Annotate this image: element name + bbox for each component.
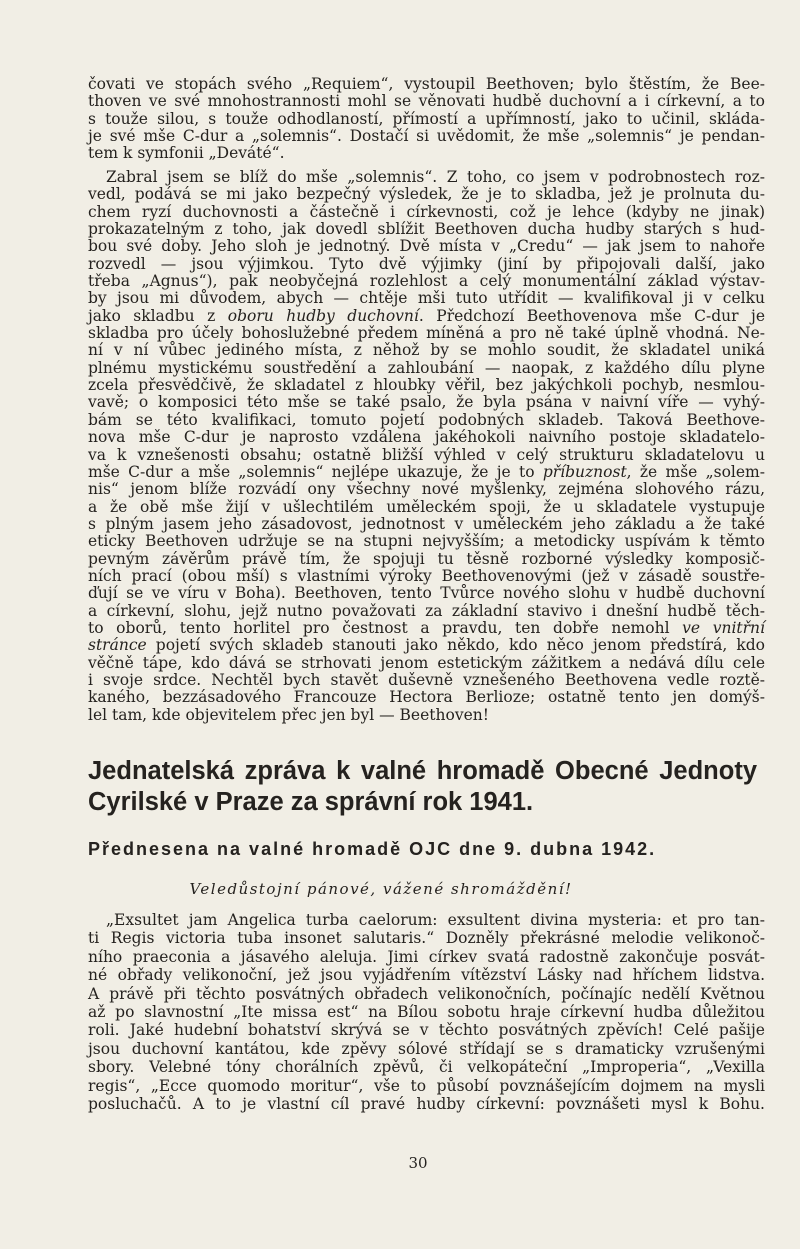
salutation: Veledůstojní pánové, vážené shromáždění!: [189, 880, 573, 898]
text-line: roli. Jaké hudební bohatství skrývá se v těchto posvátných zpěvích! Celé pašije: [88, 1021, 765, 1040]
text-line: [88, 637, 765, 654]
text-line: ní v ní vůbec jediného místa, z něhož by se mohlo soudit, že skladatel uniká: [88, 341, 765, 360]
text-line: až po slavnostní „Ite missa est“ na Bílou sobotu hraje církevní hudba důležitou: [88, 1003, 765, 1022]
report-title-line: Jednatelská zpráva k valné hromadě Obecné Jednoty: [88, 757, 757, 785]
text-line: a církevní, slohu, jejž nutno považovati za základní stavivo i dnešní hudbě těch-: [88, 601, 765, 620]
text-line: věčně tápe, kdo dává se strhovati jenom estetickým zážitkem a nedává dílu cele: [88, 653, 765, 672]
text-line: A právě při těchto posvátných obřadech velikonočních, počínajíc nedělí Květnou: [88, 984, 765, 1003]
text-line: vavě; o komposici této mše se také psalo, že byla psána v naivní víře — vyhý-: [88, 393, 765, 412]
text-line: né obřady velikonoční, jež jsou vyjádřením vítězství Lásky nad hříchem lidstva.: [88, 966, 765, 985]
text-line: čovati ve stopách svého „Requiem“, vystoupil Beethoven; bylo štěstím, že Bee-: [88, 75, 765, 93]
text-line: ních prací (obou mší) s vlastními výroky Beethovenovými (jež v zásadě soustře-: [88, 566, 765, 585]
text-line: sbory. Velebné tóny chorálních zpěvů, či velkopáteční „Improperia“, „Vexilla: [88, 1058, 765, 1077]
text-line: thoven ve své mnohostrannosti mohl se věnovati hudbě duchovní a i církevní, a to: [88, 92, 765, 111]
text-line: i svoje srdce. Nechtěl bych stavět duševně vznešeného Beethovena vedle roztě-: [88, 670, 765, 689]
text-line: prokazatelným z toho, jak dovedl sblížit Beethoven ducha hudby starých s hud-: [88, 220, 765, 239]
text-line: skladba pro účely bohoslužebné předem míněná a pro ně také úplně vhodná. Ne-: [88, 324, 765, 343]
page-number: 30: [408, 1154, 428, 1172]
text-line: eticky Beethoven udržuje se na stupni nejvyšším; a metodicky uspívám k těmto: [88, 532, 765, 551]
text-line: chem ryzí duchovnosti a částečně i církevnosti, což je lehce (kdyby ne jinak): [88, 202, 765, 221]
text-line: [88, 620, 765, 637]
text-segment: to oborů, tento horlitel pro čestnost a pravdu, ten dobře nemohl: [88, 618, 683, 637]
text-line: tem k symfonii „Deváté“.: [88, 144, 285, 163]
text-line: vedl, podává se mi jako bezpečný výsledek, že je to skladba, jež je prolnuta du-: [88, 185, 765, 204]
text-segment: . Předchozí Beethovenova mše C-dur je: [418, 306, 765, 325]
text-segment: jako skladbu z: [88, 306, 228, 325]
italic-text: stránce: [88, 636, 147, 655]
text-line: plnému mystickému soustředění a zahloubání — naopak, z každého dílu plyne: [88, 358, 765, 377]
text-line: by jsou mi důvodem, abych — chtěje mši tuto utřídit — kvalifikoval ji v celku: [88, 289, 765, 308]
text-line: s plným jasem jeho zásadovost, jednotnost v uměleckém jeho základu a že také: [88, 514, 765, 533]
text-line: pevným závěrům právě tím, že spojuji tu těsně rozborné výsledky komposič-: [88, 549, 765, 568]
paragraph-continuation: [88, 76, 765, 163]
text-line: jsou duchovní kantátou, kde zpěvy sólové střídají se s dramaticky vzrušenými: [88, 1039, 765, 1058]
text-line: Zabral jsem se blíž do mše „solemnis“. Z toho, co jsem v podrobnostech roz-: [106, 168, 765, 186]
text-line: bám se této kvalifikaci, tomuto pojetí podobných skladeb. Taková Beethove-: [88, 410, 765, 429]
report-subtitle: Přednesena na valné hromadě OJC dne 9. dubna 1942.: [88, 839, 657, 859]
text-line: třeba „Agnus“), pak neobyčejná rozlehlost a celý monumentální základ výstav-: [88, 272, 765, 291]
text-line: posluchačů. A to je vlastní cíl pravé hudby církevní: povznášeti mysl k Bohu.: [88, 1095, 765, 1114]
text-line: „Exsultet jam Angelica turba caelorum: exsultent divina mysteria: et pro tan-: [106, 911, 765, 929]
report-title: [88, 756, 757, 818]
text-line: lel tam, kde objevitelem přec jen byl — Beethoven!: [88, 705, 489, 724]
paragraph-mass-analysis: [88, 169, 765, 724]
text-line: ti Regis victoria tuba insonet salutaris.“ Dozněly překrásné melodie velikonoč-: [88, 929, 765, 948]
report-title-line: Cyrilské v Praze za správní rok 1941.: [88, 788, 534, 816]
text-line: [88, 464, 765, 481]
paragraph-report: [88, 911, 765, 1113]
text-segment: mše C-dur a mše „solemnis“ nejlépe ukazuje, že je to: [88, 462, 543, 481]
text-line: kaného, bezzásadového Francouze Hectora Berlioze; ostatně tento jen domýš-: [88, 688, 765, 707]
text-line: va k vznešenosti obsahu; ostatně bližší výhled v celý strukturu skladatelovu u: [88, 445, 765, 464]
text-line: nova mše C-dur je naprosto vzdálena jakéhokoli naivního postoje skladatelo-: [88, 428, 765, 447]
text-line: a že obě mše žijí v ušlechtilém uměleckém spoji, že u skladatele vystupuje: [88, 497, 765, 516]
text-line: regis“, „Ecce quomodo moritur“, vše to působí povznášejícím dojmem na mysli: [88, 1076, 765, 1095]
text-segment: pojetí svých skladeb stanouti jako někdo, kdo něco jenom předstírá, kdo: [146, 636, 765, 655]
italic-text: ve vnitřní: [682, 618, 765, 637]
text-line: ního praeconia a jásavého aleluja. Jimi církev svatá radostně zakončuje posvát-: [88, 947, 765, 966]
text-line: je své mše C-dur a „solemnis“. Dostačí si uvědomit, že mše „solemnis“ je pendan-: [88, 127, 765, 146]
text-line: [88, 308, 765, 325]
text-line: rozvedl — jsou výjimkou. Tyto dvě výjimky (jiní by připojovali další, jako: [88, 254, 765, 273]
salutation-line: [0, 879, 762, 899]
text-line: bou své doby. Jeho sloh je jednotný. Dvě místa v „Credu“ — jak jsem to nahoře: [88, 237, 765, 256]
text-line: nis“ jenom blíže rozvádí ony všechny nové myšlenky, zejména slohového rázu,: [88, 480, 765, 499]
text-segment: , že mše „solem-: [626, 462, 765, 481]
text-line: zcela přesvědčivě, že skladatel z hloubky věřil, bez jakýchkoli pochyb, nesmlou-: [88, 376, 765, 395]
italic-text: oboru hudby duchovní: [227, 306, 419, 325]
text-line: ďují se ve víru v Boha). Beethoven, tento Tvůrce nového slohu v hudbě duchovní: [88, 584, 765, 603]
text-line: s touže silou, s touže odhodlaností, přímostí a upřímností, jako to učinil, skláda-: [88, 109, 765, 128]
italic-text: příbuznost: [542, 462, 627, 481]
